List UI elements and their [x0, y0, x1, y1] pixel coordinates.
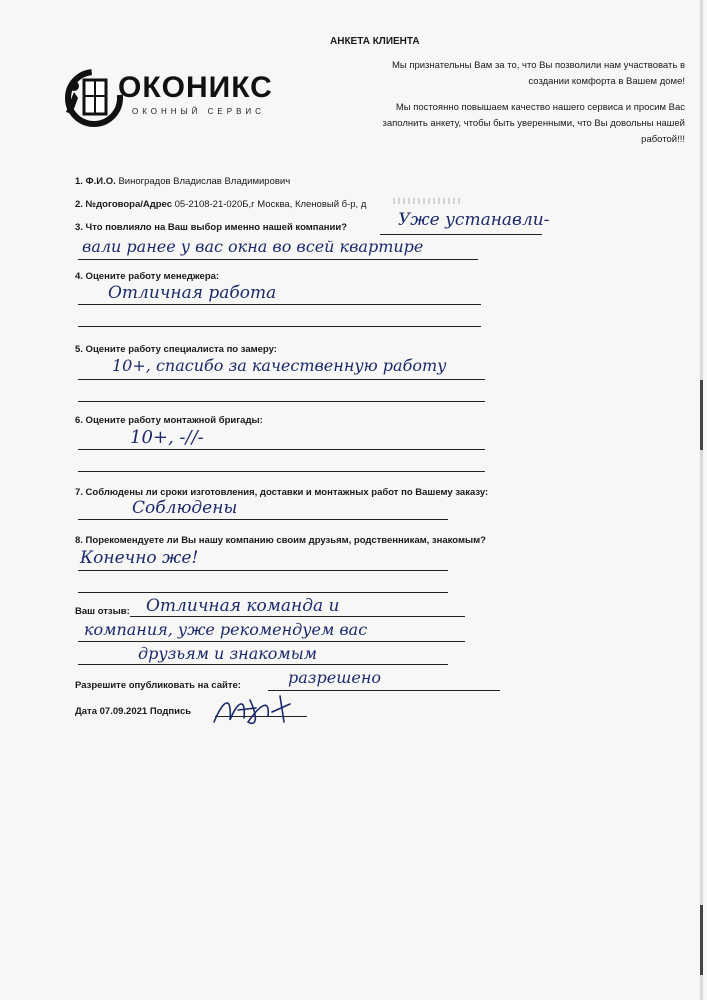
date-label: Дата 07.09.2021 — [75, 706, 148, 717]
signature-mark — [210, 692, 310, 730]
publish-label: Разрешите опубликовать на сайте: — [75, 680, 241, 691]
page-title: АНКЕТА КЛИЕНТА — [330, 36, 420, 47]
intro-text-2: Мы постоянно повышаем качество нашего сервиса и просим Вас заполнить анкету, чтобы быть уверенными, что Вы довольны нашей работой!!! — [382, 102, 685, 145]
q8-answer: Конечно же! — [80, 548, 199, 568]
scan-mark-1 — [700, 380, 703, 450]
q6-label: 6. Оцените работу монтажной бригады: — [75, 415, 263, 426]
q3-label: 3. Что повлияло на Ваш выбор именно нашей компании? — [75, 222, 348, 233]
review-line-3 — [78, 664, 448, 665]
logo-name: ОКОНИКС — [118, 71, 273, 104]
q1-value: Виноградов Владислав Владимирович — [118, 176, 291, 187]
q3-answer-2: вали ранее у вас окна во всей квартире — [82, 237, 424, 256]
q8-line-2 — [78, 592, 448, 593]
q3-answer-1: Уже устанавли- — [398, 210, 550, 230]
review-line-2 — [78, 641, 465, 642]
review-answer-3: друзьям и знакомым — [138, 644, 317, 663]
q4-answer: Отличная работа — [108, 283, 277, 303]
logo-tagline: ОКОННЫЙ СЕРВИС — [132, 107, 265, 116]
q5-label: 5. Оцените работу специалиста по замеру: — [75, 344, 277, 355]
q8-label: 8. Порекомендуете ли Вы нашу компанию своим друзьям, родственникам, знакомым? — [75, 535, 486, 546]
review-answer-1: Отличная команда и — [146, 596, 340, 616]
q1-label: 1. Ф.И.О. — [75, 176, 116, 187]
scan-edge — [700, 0, 703, 1000]
q3-line-2 — [78, 259, 478, 260]
q5-line-1 — [78, 379, 485, 380]
intro-text-1: Мы признательны Вам за то, что Вы позволили нам участвовать в создании комфорта в Вашем доме! — [391, 60, 685, 87]
q6-line-2 — [78, 471, 485, 472]
q7-label: 7. Соблюдены ли сроки изготовления, доставки и монтажных работ по Вашему заказу: — [75, 487, 489, 498]
review-answer-2: компания, уже рекомендуем вас — [84, 620, 368, 639]
q5-answer: 10+, спасибо за качественную работу — [112, 356, 447, 375]
q4-line-1 — [78, 304, 481, 305]
q8-line-1 — [78, 570, 448, 571]
redacted-address — [393, 198, 463, 204]
q3-line-1 — [380, 234, 542, 235]
q2-row — [75, 199, 366, 210]
review-label: Ваш отзыв: — [75, 606, 130, 617]
q4-label: 4. Оцените работу менеджера: — [75, 271, 220, 282]
publish-answer: разрешено — [288, 668, 382, 687]
q6-line-1 — [78, 449, 485, 450]
q4-line-2 — [78, 326, 481, 327]
date-row — [75, 706, 191, 717]
scan-mark-2 — [700, 905, 703, 975]
q5-line-2 — [78, 401, 485, 402]
q1-row — [75, 176, 290, 187]
q7-answer: Соблюдены — [132, 498, 238, 518]
q6-answer: 10+, -//- — [130, 427, 204, 448]
publish-line — [268, 690, 500, 691]
signature-label: Подпись — [149, 706, 192, 717]
q7-line-1 — [78, 519, 448, 520]
q2-label: 2. №договора/Адрес — [75, 199, 172, 210]
q2-value: 05-2108-21-020Б,г Москва, Кленовый б-р, д — [174, 199, 367, 210]
review-line-1 — [130, 616, 465, 617]
